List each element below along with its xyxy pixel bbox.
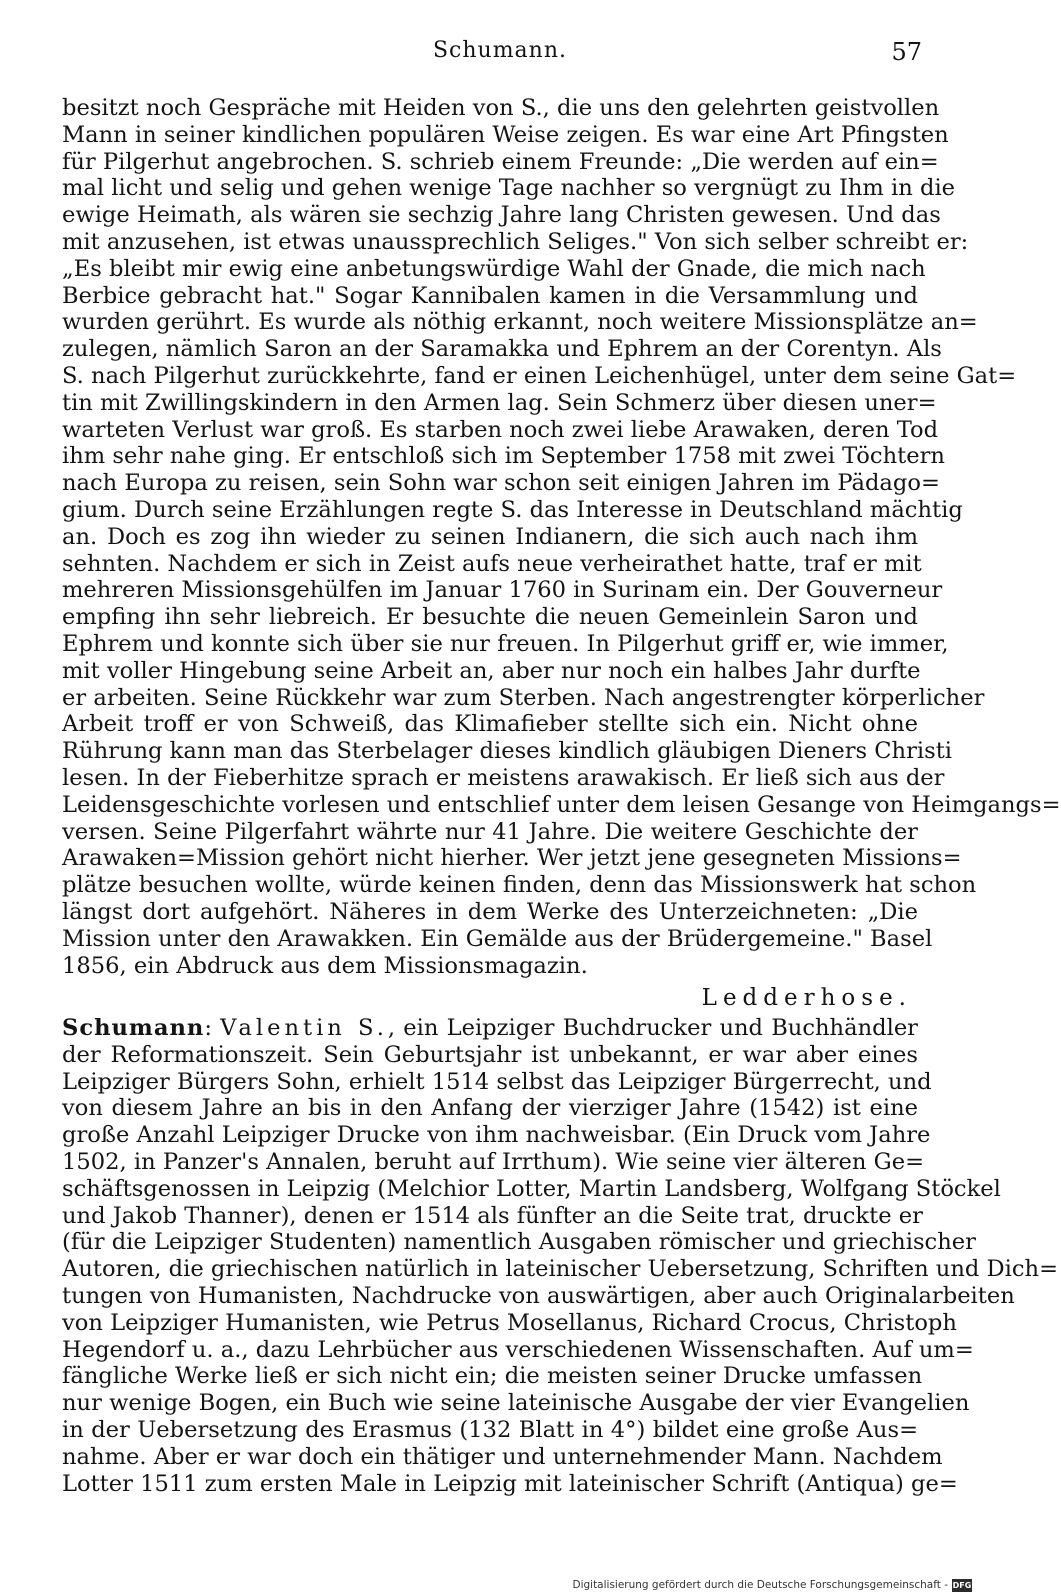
text-line: für Pilgerhut angebrochen. S. schrieb einem Freunde: „Die werden auf ein= — [62, 148, 939, 175]
dfg-logo: DFG — [952, 1581, 972, 1590]
text-line: fängliche Werke ließ er sich nicht ein; die meisten seiner Drucke umfassen — [62, 1363, 923, 1390]
page-number: 57 — [891, 38, 922, 66]
entry-head-colon: : — [204, 1015, 212, 1041]
text-line: mit voller Hingebung seine Arbeit an, aber nur noch ein halbes Jahr durfte — [62, 657, 921, 684]
text-line: (für die Leipziger Studenten) namentlich Ausgaben römischer und griechischer — [62, 1229, 976, 1256]
text-line: der Reformationszeit. Sein Geburtsjahr ist unbekannt, er war aber eines — [62, 1041, 918, 1068]
author-signature: Ledderhose. — [701, 985, 912, 1011]
text-line: ihm sehr nahe ging. Er entschloß sich im September 1758 mit zwei Töchtern — [62, 443, 945, 470]
text-line: von Leipziger Humanisten, wie Petrus Mosellanus, Richard Crocus, Christoph — [62, 1309, 957, 1336]
text-line: 1856, ein Abdruck aus dem Missionsmagazin. — [62, 952, 588, 979]
text-line: plätze besuchen wollte, würde keinen finden, denn das Missionswerk hat schon — [62, 872, 977, 899]
text-line: und Jakob Thanner), denen er 1514 als fünfter an die Seite trat, druckte er — [62, 1202, 923, 1229]
text-line: nahme. Aber er war doch ein thätiger und unternehmender Mann. Nachdem — [62, 1443, 943, 1470]
text-line: zulegen, nämlich Saron an der Saramakka und Ephrem an der Corentyn. Als — [62, 336, 942, 363]
text-line: Arawaken=Mission gehört nicht hierher. Wer jetzt jene gesegneten Missions= — [62, 845, 962, 872]
running-head — [0, 38, 1000, 74]
text-line: tungen von Humanisten, Nachdrucke von auswärtigen, aber auch Originalarbeiten — [62, 1282, 1015, 1309]
text-line: wurden gerührt. Es wurde als nöthig erkannt, noch weitere Missionsplätze an= — [62, 309, 978, 336]
text-line: Berbice gebracht hat." Sogar Kannibalen kamen in die Versammlung und — [62, 282, 918, 309]
text-line: empfing ihn sehr liebreich. Er besuchte die neuen Gemeinlein Saron und — [62, 604, 918, 631]
text-line — [62, 1015, 918, 1042]
text-line: nur wenige Bogen, ein Buch wie seine lateinische Ausgabe der vier Evangelien — [62, 1390, 970, 1417]
article-paragraph — [62, 95, 1061, 979]
text-line: Autoren, die griechischen natürlich in lateinischer Uebersetzung, Schriften und Dich= — [62, 1256, 1059, 1283]
article-paragraph — [62, 1015, 1059, 1497]
entry-head-word: Schumann — [62, 1015, 205, 1041]
text-line: ewige Heimath, als wären sie sechzig Jahre lang Christen gewesen. Und das — [62, 202, 941, 229]
text-line: Mann in seiner kindlichen populären Weise zeigen. Es war eine Art Pfingsten — [62, 121, 949, 148]
text-line: Leidensgeschichte vorlesen und entschlief unter dem leisen Gesange von Heimgangs= — [62, 791, 1061, 818]
text-line: Ephrem und konnte sich über sie nur freuen. In Pilgerhut griff er, wie immer, — [62, 630, 949, 657]
text-line: Mission unter den Arawakken. Ein Gemälde aus der Brüdergemeine." Basel — [62, 925, 933, 952]
text-line: an. Doch es zog ihn wieder zu seinen Indianern, die sich auch nach ihm — [62, 523, 918, 550]
text-line: „Es bleibt mir ewig eine anbetungswürdige Wahl der Gnade, die mich nach — [62, 255, 926, 282]
text-line: S. nach Pilgerhut zurückkehrte, fand er einen Leichenhügel, unter dem seine Gat= — [62, 362, 1017, 389]
text-line: Leipziger Bürgers Sohn, erhielt 1514 selbst das Leipziger Bürgerrecht, und — [62, 1068, 932, 1095]
text-line: in der Uebersetzung des Erasmus (132 Blatt in 4°) bildet eine große Aus= — [62, 1416, 918, 1443]
text-line: gium. Durch seine Erzählungen regte S. das Interesse in Deutschland mächtig — [62, 496, 963, 523]
text-line: längst dort aufgehört. Näheres in dem Werke des Unterzeichneten: „Die — [62, 898, 918, 925]
text-line: mal licht und selig und gehen wenige Tage nachher so vergnügt zu Ihm in die — [62, 175, 956, 202]
text-line: 1502, in Panzer's Annalen, beruht auf Irrthum). Wie seine vier älteren Ge= — [62, 1148, 925, 1175]
text-line: mit anzusehen, ist etwas unaussprechlich Seliges." Von sich selber schreibt er: — [62, 228, 969, 255]
text-line: warteten Verlust war groß. Es starben noch zwei liebe Arawaken, deren Tod — [62, 416, 939, 443]
text-line: versen. Seine Pilgerfahrt währte nur 41 Jahre. Die weitere Geschichte der — [62, 818, 918, 845]
text-line: schäftsgenossen in Leipzig (Melchior Lotter, Martin Landsberg, Wolfgang Stöckel — [62, 1175, 1001, 1202]
text-line: sehnten. Nachdem er sich in Zeist aufs neue verheirathet hatte, traf er mit — [62, 550, 922, 577]
entry-head-name: Valentin S. — [220, 1015, 388, 1041]
text-line: Hegendorf u. a., dazu Lehrbücher aus verschiedenen Wissenschaften. Auf um= — [62, 1336, 974, 1363]
text-line: nach Europa zu reisen, sein Sohn war schon seit einigen Jahren im Pädago= — [62, 470, 940, 497]
text-line: große Anzahl Leipziger Drucke von ihm nachweisbar. (Ein Druck vom Jahre — [62, 1122, 931, 1149]
text-line: mehreren Missionsgehülfen im Januar 1760 in Surinam ein. Der Gouverneur — [62, 577, 943, 604]
text-line: lesen. In der Fieberhitze sprach er meistens arawakisch. Er ließ sich aus der — [62, 764, 945, 791]
text-line: Rührung kann man das Sterbelager dieses kindlich gläubigen Dieners Christi — [62, 738, 953, 765]
text-line: Arbeit troff er von Schweiß, das Klimafieber stellte sich ein. Nicht ohne — [62, 711, 918, 738]
text-line: tin mit Zwillingskindern in den Armen lag. Sein Schmerz über diesen uner= — [62, 389, 937, 416]
entry-first-line: , ein Leipziger Buchdrucker und Buchhändler — [387, 1015, 918, 1041]
text-line: von diesem Jahre an bis in den Anfang der vierziger Jahre (1542) ist eine — [62, 1095, 918, 1122]
page-title: Schumann. — [432, 38, 568, 63]
footer-credit: Digitalisierung gefördert durch die Deutsche Forschungsgemeinschaft - — [572, 1579, 948, 1591]
text-line: er arbeiten. Seine Rückkehr war zum Sterben. Nach angestrengter körperlicher — [62, 684, 985, 711]
text-line: besitzt noch Gespräche mit Heiden von S., die uns den gelehrten geistvollen — [62, 95, 940, 121]
text-line: Lotter 1511 zum ersten Male in Leipzig mit lateinischer Schrift (Antiqua) ge= — [62, 1470, 958, 1497]
